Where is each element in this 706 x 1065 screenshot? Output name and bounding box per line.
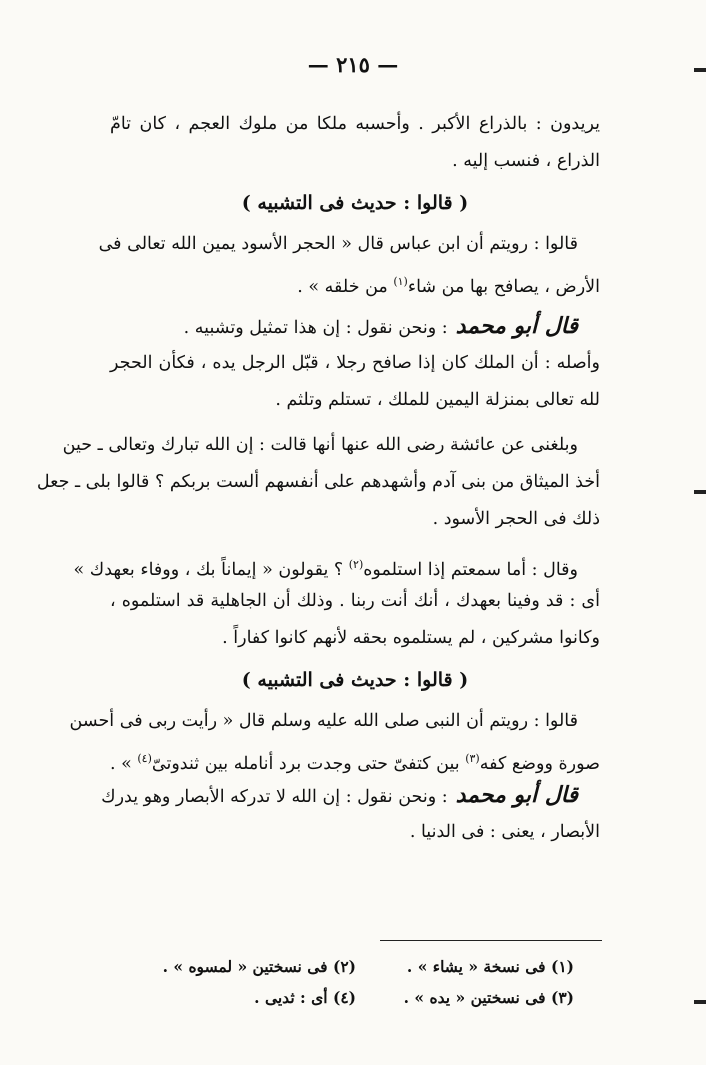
text-line: يريدون : بالذراع الأكبر . وأحسبه ملكا من ملوك العجم ، كان تامّ	[110, 114, 600, 134]
text-line: لله تعالى بمنزلة اليمين للملك ، تستلم وتلثم .	[275, 390, 600, 410]
text-line: قالوا : رويتم أن ابن عباس قال « الحجر الأسود يمين الله تعالى فى	[98, 234, 578, 254]
text-line	[110, 308, 600, 345]
text-fragment: ؟ يقولون « إيماناً بك ، ووفاء بعهدك »	[73, 559, 349, 580]
text-fragment: من خلقه » .	[297, 276, 394, 297]
footnote-ref-2[interactable]: (٢)	[348, 558, 364, 571]
text-fragment: : ونحن نقول : إن الله لا تدركه الأبصار وهو يدرك	[101, 787, 448, 807]
paragraph-3	[110, 308, 600, 419]
text-line	[110, 740, 600, 777]
edge-mark	[694, 1000, 706, 1004]
footnote-ref-4[interactable]: (٤)	[137, 752, 152, 765]
footnote-2: (٢) فى نسختين « لمسوه » .	[162, 957, 356, 976]
paragraph-4	[36, 427, 600, 538]
text-fragment: الأرض ، يصافح بها من شاء	[407, 276, 600, 297]
page-body	[36, 106, 600, 851]
text-line	[110, 263, 600, 300]
text-fragment: بين كتفىّ حتى وجدت برد أنامله بين ثندوتىّ	[151, 753, 466, 774]
text-fragment: صورة ووضع كفه	[479, 753, 600, 774]
author-name: قال أبو محمد	[455, 313, 578, 339]
edge-mark	[694, 68, 706, 72]
text-line: قالوا : رويتم أن النبى صلى الله عليه وسلم قال « رأيت ربى فى أحسن	[69, 711, 578, 731]
page-number: — ٢١٥ —	[307, 52, 399, 77]
edge-mark	[694, 490, 706, 494]
text-fragment: : ونحن نقول : إن هذا تمثيل وتشبيه .	[183, 318, 448, 338]
footnote-4: (٤) أى : ثديى .	[254, 988, 356, 1007]
text-line	[101, 777, 600, 814]
text-line: أخذ الميثاق من بنى آدم وأشهدهم على أنفسهم ألست بربكم ؟ قالوا بلى ـ جعل	[36, 472, 600, 492]
footnote-ref-1[interactable]: (١)	[393, 275, 408, 288]
text-line: أى : قد وفينا بعهدك ، أنك أنت ربنا . وذلك أن الجاهلية قد استلموه ،	[110, 591, 600, 611]
section-heading-1: ( قالوا : حديث فى التشبيه )	[241, 192, 469, 214]
paragraph-7	[101, 777, 600, 851]
text-line: الذراع ، فنسب إليه .	[452, 151, 600, 171]
text-line: الأبصار ، يعنى : فى الدنيا .	[409, 822, 600, 842]
author-name: قال أبو محمد	[455, 782, 578, 808]
section-heading-2: ( قالوا : حديث فى التشبيه )	[241, 669, 469, 691]
footnote-3: (٣) فى نسختين « يده » .	[403, 988, 574, 1007]
text-fragment: وقال : أما سمعتم إذا استلموه	[363, 559, 578, 580]
text-line: ذلك فى الحجر الأسود .	[432, 509, 600, 529]
paragraph-1	[110, 106, 600, 180]
paragraph-2	[98, 226, 600, 300]
paragraph-6	[69, 703, 600, 777]
text-fragment: » .	[109, 753, 138, 774]
paragraph-5	[73, 546, 600, 657]
text-line	[73, 546, 600, 583]
footnote-1: (١) فى نسخة « يشاء » .	[406, 957, 574, 976]
footnote-divider	[380, 940, 602, 941]
text-line: وأصله : أن الملك كان إذا صافح رجلا ، قبّل الرجل يده ، فكأن الحجر	[110, 353, 600, 373]
text-line: وبلغنى عن عائشة رضى الله عنها أنها قالت : إن الله تبارك وتعالى ـ حين	[62, 435, 578, 455]
footnote-ref-3[interactable]: (٣)	[465, 752, 480, 765]
text-line: وكانوا مشركين ، لم يستلموه بحقه لأنهم كانوا كفاراً .	[222, 628, 600, 648]
